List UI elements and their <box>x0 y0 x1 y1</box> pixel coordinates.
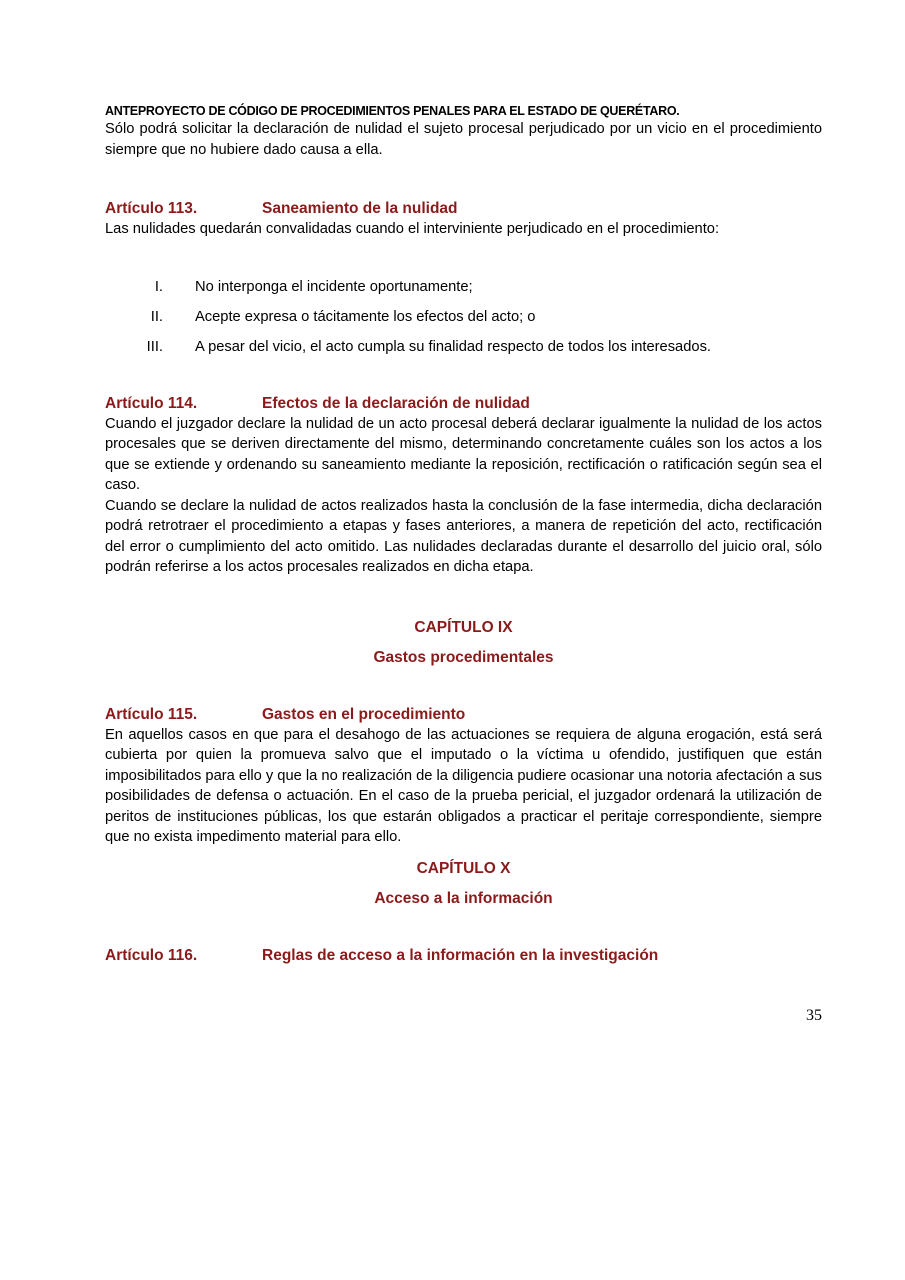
list-item <box>105 307 822 328</box>
article-114-title: Efectos de la declaración de nulidad <box>262 394 530 412</box>
page-number: 35 <box>806 1006 822 1024</box>
list-item-text: Acepte expresa o tácitamente los efectos del acto; o <box>195 308 536 325</box>
chapter-10-title: Acceso a la información <box>374 889 553 907</box>
article-114-number: Artículo 114. <box>105 394 198 412</box>
list-item <box>105 337 822 358</box>
list-item <box>105 277 822 298</box>
intro-paragraph: Sólo podrá solicitar la declaración de nulidad el sujeto procesal perjudicado por un vicio en el procedimiento siempre que no hubiere dado causa a ella. <box>105 121 822 158</box>
article-114-paragraph-2: Cuando se declare la nulidad de actos realizados hasta la conclusión de la fase intermedia, dicha declaración podrá retrotraer el procedimiento a etapas y fases anteriores, a manera de repetición del acto, rectificación del error o cumplimiento del acto omitido. Las nulidades declaradas durante el desarrollo del juicio oral, sólo podrán referirse a los actos procesales realizados en dicha etapa. <box>105 497 822 575</box>
article-113-number: Artículo 113. <box>105 200 198 217</box>
article-116-title: Reglas de acceso a la información en la investigación <box>262 946 659 964</box>
article-114-paragraph-1: Cuando el juzgador declare la nulidad de un acto procesal deberá declarar igualmente la nulidad de los actos procesales que se deriven directamente del mismo, determinando concretamente cuáles son los actos a los que se extiende y ordenando su saneamiento mediante la reposición, rectificación o ratificación según sea el caso. <box>105 415 822 493</box>
article-114-heading <box>105 393 822 414</box>
article-116-heading <box>105 945 822 966</box>
article-115-title: Gastos en el procedimiento <box>262 705 466 723</box>
article-113-heading <box>105 198 822 219</box>
article-113-paragraph: Las nulidades quedarán convalidadas cuando el interviniente perjudicado en el procedimiento: <box>105 221 720 237</box>
list-item-numeral: III. <box>146 338 163 355</box>
chapter-10-label: CAPÍTULO X <box>416 859 511 877</box>
article-116-number: Artículo 116. <box>105 946 198 964</box>
article-115-number: Artículo 115. <box>105 705 198 723</box>
list-item-text: A pesar del vicio, el acto cumpla su finalidad respecto de todos los interesados. <box>195 338 711 355</box>
chapter-9-label: CAPÍTULO IX <box>414 618 513 636</box>
document-header-title: ANTEPROYECTO DE CÓDIGO DE PROCEDIMIENTOS PENALES PARA EL ESTADO DE QUERÉTARO. <box>105 104 680 118</box>
article-115-heading <box>105 704 822 725</box>
list-item-text: No interponga el incidente oportunamente; <box>195 278 473 295</box>
list-item-numeral: I. <box>154 278 163 295</box>
article-113-list <box>105 277 822 358</box>
article-115-paragraph: En aquellos casos en que para el desahogo de las actuaciones se requiera de alguna erogación, está será cubierta por quien la promueva salvo que el imputado o la víctima u ofendido, justifiquen que están imposibilitados para ello y que la no realización de la diligencia pudiere ocasionar una notoria afectación a sus posibilidades de defensa o actuación. En el caso de la prueba pericial, el juzgador ordenará la utilización de peritos de instituciones públicas, los que estarán obligados a practicar el peritaje correspondiente, siempre que no exista impedimento material para ello. <box>105 726 822 845</box>
chapter-9-title: Gastos procedimentales <box>373 648 554 666</box>
article-113-title: Saneamiento de la nulidad <box>262 200 458 217</box>
list-item-numeral: II. <box>150 308 163 325</box>
